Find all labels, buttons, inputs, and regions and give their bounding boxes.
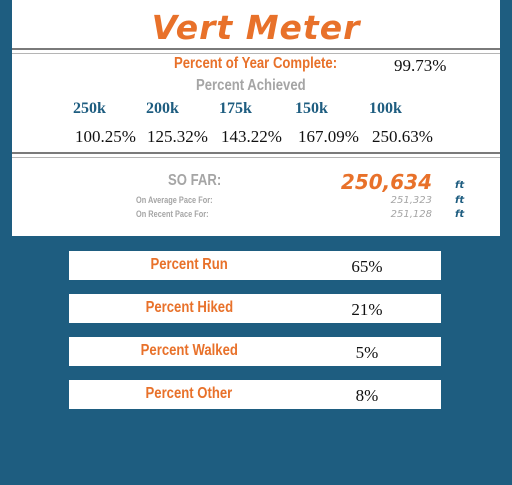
achieved-175k-value: 143.22% bbox=[221, 127, 282, 146]
percent-run-value: 65% bbox=[351, 257, 383, 276]
goal-175k: 175k bbox=[219, 100, 252, 117]
average-pace-label: On Average Pace For: bbox=[136, 195, 213, 205]
percent-year-complete-value: 99.73% bbox=[394, 56, 447, 75]
app-title: Vert Meter bbox=[151, 8, 361, 47]
percent-hiked-label: Percent Hiked bbox=[145, 299, 233, 316]
vert-meter-card bbox=[12, 0, 500, 236]
goal-200k: 200k bbox=[146, 100, 179, 117]
average-pace-unit: ft bbox=[455, 195, 465, 206]
percent-year-complete-label: Percent of Year Complete: bbox=[174, 55, 338, 72]
goal-100k: 100k bbox=[369, 100, 402, 117]
achieved-200k-value: 125.32% bbox=[147, 127, 208, 146]
percent-walked-label: Percent Walked bbox=[140, 342, 238, 359]
percent-run-row bbox=[69, 251, 441, 280]
recent-pace-value: 251,128 bbox=[390, 209, 432, 220]
goal-250k: 250k bbox=[73, 100, 106, 117]
percent-other-label: Percent Other bbox=[145, 385, 233, 402]
achieved-250k-value: 100.25% bbox=[75, 127, 136, 146]
so-far-label: SO FAR: bbox=[168, 172, 222, 189]
percent-hiked-value: 21% bbox=[351, 300, 383, 319]
achieved-150k-value: 167.09% bbox=[298, 127, 359, 146]
title-divider bbox=[12, 48, 500, 54]
percent-run-label: Percent Run bbox=[150, 256, 228, 273]
so-far-unit: ft bbox=[455, 180, 465, 191]
section-divider bbox=[12, 152, 500, 158]
recent-pace-label: On Recent Pace For: bbox=[136, 209, 209, 219]
goal-150k: 150k bbox=[295, 100, 328, 117]
achieved-100k-value: 250.63% bbox=[372, 127, 433, 146]
percent-walked-value: 5% bbox=[355, 343, 379, 362]
so-far-value: 250,634 bbox=[340, 170, 432, 194]
percent-walked-row bbox=[69, 337, 441, 366]
recent-pace-unit: ft bbox=[455, 209, 465, 220]
percent-hiked-row bbox=[69, 294, 441, 323]
percent-achieved-label: Percent Achieved bbox=[196, 77, 306, 94]
percent-other-value: 8% bbox=[355, 386, 379, 405]
percent-other-row bbox=[69, 380, 441, 409]
average-pace-value: 251,323 bbox=[390, 195, 432, 206]
